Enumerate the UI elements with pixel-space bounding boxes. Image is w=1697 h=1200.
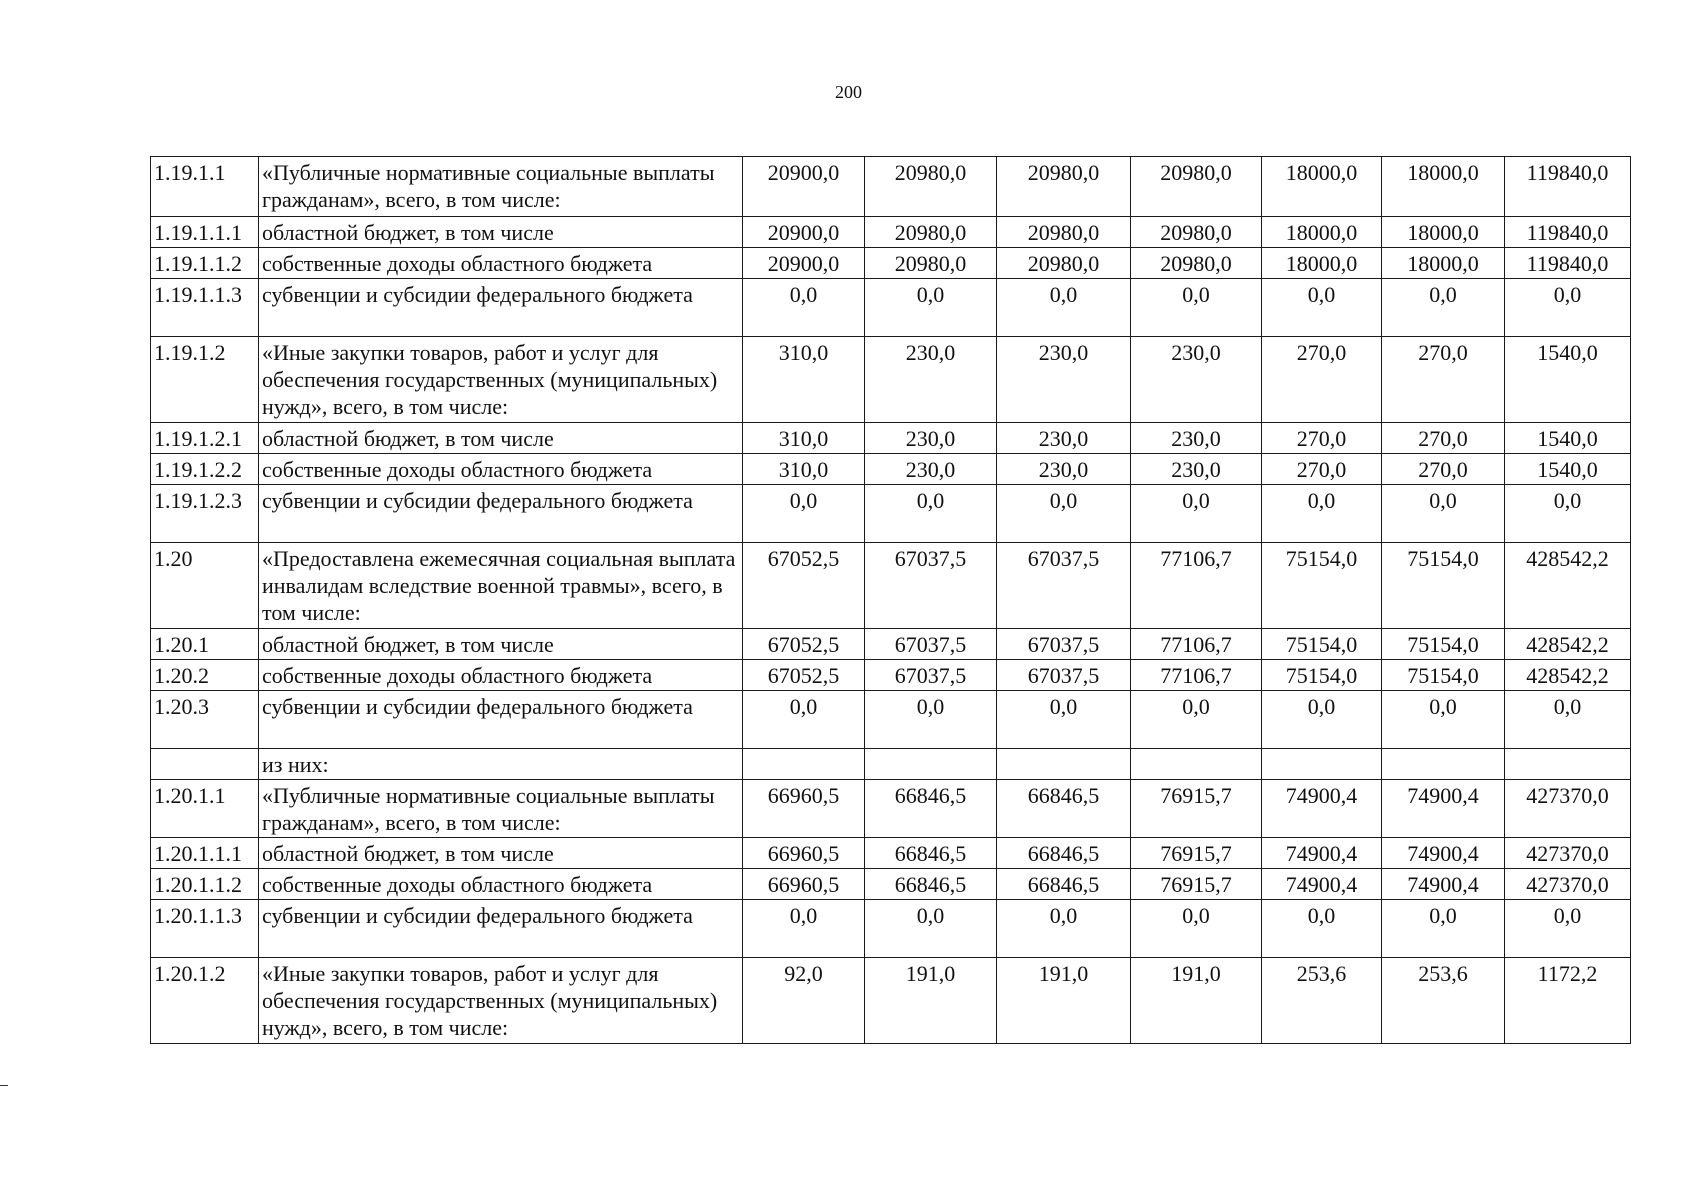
row-code: 1.20.2 xyxy=(151,660,259,691)
value-cell: 67037,5 xyxy=(865,629,997,660)
value-cell: 76915,7 xyxy=(1131,869,1262,900)
value-cell xyxy=(997,749,1131,780)
value-cell: 67037,5 xyxy=(997,660,1131,691)
value-cell: 230,0 xyxy=(1131,454,1262,485)
value-cell: 0,0 xyxy=(1382,279,1505,337)
row-name: собственные доходы областного бюджета xyxy=(259,454,743,485)
row-code: 1.20.1.1 xyxy=(151,780,259,838)
value-cell: 0,0 xyxy=(1262,900,1382,958)
scan-edge-mark xyxy=(0,1085,8,1086)
value-cell: 0,0 xyxy=(1131,279,1262,337)
row-name: из них: xyxy=(259,749,743,780)
table-row xyxy=(151,838,1631,869)
value-cell: 77106,7 xyxy=(1131,543,1262,629)
value-cell: 1540,0 xyxy=(1505,337,1631,423)
row-code: 1.20.1.1.1 xyxy=(151,838,259,869)
value-cell: 20980,0 xyxy=(997,157,1131,217)
value-cell: 20980,0 xyxy=(997,248,1131,279)
table-row xyxy=(151,248,1631,279)
value-cell: 427370,0 xyxy=(1505,869,1631,900)
value-cell: 191,0 xyxy=(865,958,997,1044)
value-cell: 1540,0 xyxy=(1505,454,1631,485)
value-cell: 0,0 xyxy=(1505,900,1631,958)
value-cell: 67037,5 xyxy=(865,543,997,629)
value-cell: 75154,0 xyxy=(1382,660,1505,691)
value-cell: 0,0 xyxy=(743,900,865,958)
table-row xyxy=(151,485,1631,543)
value-cell xyxy=(1262,749,1382,780)
value-cell: 20980,0 xyxy=(997,217,1131,248)
table-body xyxy=(151,157,1631,1044)
value-cell: 191,0 xyxy=(997,958,1131,1044)
value-cell: 0,0 xyxy=(865,900,997,958)
row-name: областной бюджет, в том числе xyxy=(259,217,743,248)
value-cell: 230,0 xyxy=(997,337,1131,423)
value-cell: 77106,7 xyxy=(1131,660,1262,691)
value-cell: 0,0 xyxy=(743,691,865,749)
row-name: субвенции и субсидии федерального бюджета xyxy=(259,900,743,958)
value-cell: 428542,2 xyxy=(1505,660,1631,691)
value-cell: 0,0 xyxy=(1131,691,1262,749)
value-cell: 20980,0 xyxy=(1131,157,1262,217)
table-row xyxy=(151,217,1631,248)
value-cell: 66846,5 xyxy=(997,869,1131,900)
value-cell: 67037,5 xyxy=(997,629,1131,660)
value-cell: 0,0 xyxy=(1382,691,1505,749)
value-cell: 427370,0 xyxy=(1505,838,1631,869)
row-name: субвенции и субсидии федерального бюджета xyxy=(259,485,743,543)
value-cell: 20900,0 xyxy=(743,217,865,248)
row-code: 1.19.1.2.3 xyxy=(151,485,259,543)
value-cell: 270,0 xyxy=(1262,454,1382,485)
table-row xyxy=(151,780,1631,838)
value-cell: 310,0 xyxy=(743,337,865,423)
value-cell xyxy=(865,749,997,780)
value-cell: 0,0 xyxy=(1262,279,1382,337)
value-cell xyxy=(1505,749,1631,780)
value-cell: 230,0 xyxy=(865,337,997,423)
row-code: 1.19.1.2 xyxy=(151,337,259,423)
value-cell: 75154,0 xyxy=(1262,629,1382,660)
value-cell: 18000,0 xyxy=(1382,157,1505,217)
value-cell: 18000,0 xyxy=(1382,248,1505,279)
value-cell: 270,0 xyxy=(1262,423,1382,454)
value-cell: 67052,5 xyxy=(743,660,865,691)
value-cell: 427370,0 xyxy=(1505,780,1631,838)
value-cell: 0,0 xyxy=(997,485,1131,543)
value-cell: 20900,0 xyxy=(743,248,865,279)
row-name: собственные доходы областного бюджета xyxy=(259,248,743,279)
value-cell: 66846,5 xyxy=(865,869,997,900)
value-cell: 18000,0 xyxy=(1262,217,1382,248)
value-cell: 76915,7 xyxy=(1131,780,1262,838)
row-name: областной бюджет, в том числе xyxy=(259,629,743,660)
table-row xyxy=(151,454,1631,485)
value-cell: 119840,0 xyxy=(1505,157,1631,217)
row-code: 1.19.1.1.1 xyxy=(151,217,259,248)
value-cell: 66846,5 xyxy=(865,838,997,869)
value-cell: 310,0 xyxy=(743,423,865,454)
value-cell: 0,0 xyxy=(1131,485,1262,543)
row-code: 1.20.3 xyxy=(151,691,259,749)
value-cell: 0,0 xyxy=(1505,485,1631,543)
value-cell: 119840,0 xyxy=(1505,217,1631,248)
value-cell: 230,0 xyxy=(865,454,997,485)
table-row xyxy=(151,691,1631,749)
value-cell: 75154,0 xyxy=(1382,629,1505,660)
value-cell: 230,0 xyxy=(865,423,997,454)
value-cell: 66846,5 xyxy=(997,780,1131,838)
row-code: 1.19.1.1 xyxy=(151,157,259,217)
value-cell: 119840,0 xyxy=(1505,248,1631,279)
value-cell: 92,0 xyxy=(743,958,865,1044)
table-row xyxy=(151,543,1631,629)
value-cell: 270,0 xyxy=(1382,454,1505,485)
table-row xyxy=(151,337,1631,423)
value-cell: 0,0 xyxy=(865,691,997,749)
value-cell: 66846,5 xyxy=(865,780,997,838)
row-name: «Публичные нормативные социальные выплаты гражданам», всего, в том числе: xyxy=(259,157,743,217)
value-cell: 74900,4 xyxy=(1382,838,1505,869)
value-cell: 66846,5 xyxy=(997,838,1131,869)
value-cell: 77106,7 xyxy=(1131,629,1262,660)
value-cell: 191,0 xyxy=(1131,958,1262,1044)
value-cell: 67052,5 xyxy=(743,543,865,629)
value-cell: 66960,5 xyxy=(743,838,865,869)
value-cell: 0,0 xyxy=(743,279,865,337)
row-name: собственные доходы областного бюджета xyxy=(259,660,743,691)
table-row xyxy=(151,279,1631,337)
row-code xyxy=(151,749,259,780)
value-cell: 230,0 xyxy=(1131,423,1262,454)
value-cell: 0,0 xyxy=(1505,691,1631,749)
value-cell: 1172,2 xyxy=(1505,958,1631,1044)
value-cell: 75154,0 xyxy=(1262,543,1382,629)
value-cell: 20980,0 xyxy=(865,248,997,279)
row-name: собственные доходы областного бюджета xyxy=(259,869,743,900)
value-cell: 0,0 xyxy=(865,279,997,337)
value-cell: 0,0 xyxy=(1382,900,1505,958)
value-cell: 76915,7 xyxy=(1131,838,1262,869)
value-cell: 253,6 xyxy=(1382,958,1505,1044)
value-cell: 20980,0 xyxy=(865,217,997,248)
value-cell: 74900,4 xyxy=(1382,780,1505,838)
table-row xyxy=(151,660,1631,691)
value-cell: 310,0 xyxy=(743,454,865,485)
value-cell: 66960,5 xyxy=(743,780,865,838)
table-row xyxy=(151,900,1631,958)
value-cell: 0,0 xyxy=(997,900,1131,958)
row-code: 1.19.1.1.3 xyxy=(151,279,259,337)
value-cell: 20900,0 xyxy=(743,157,865,217)
value-cell: 18000,0 xyxy=(1262,157,1382,217)
value-cell: 74900,4 xyxy=(1262,780,1382,838)
value-cell: 67052,5 xyxy=(743,629,865,660)
value-cell: 230,0 xyxy=(997,423,1131,454)
table-row xyxy=(151,423,1631,454)
value-cell xyxy=(1382,749,1505,780)
value-cell: 67037,5 xyxy=(997,543,1131,629)
value-cell: 74900,4 xyxy=(1262,838,1382,869)
table-row xyxy=(151,749,1631,780)
value-cell: 0,0 xyxy=(1505,279,1631,337)
row-code: 1.20.1.1.3 xyxy=(151,900,259,958)
value-cell: 18000,0 xyxy=(1382,217,1505,248)
value-cell: 428542,2 xyxy=(1505,543,1631,629)
value-cell: 75154,0 xyxy=(1382,543,1505,629)
budget-table xyxy=(150,156,1631,1044)
value-cell: 74900,4 xyxy=(1262,869,1382,900)
row-code: 1.20.1.1.2 xyxy=(151,869,259,900)
value-cell: 74900,4 xyxy=(1382,869,1505,900)
row-code: 1.20.1 xyxy=(151,629,259,660)
value-cell: 67037,5 xyxy=(865,660,997,691)
row-name: субвенции и субсидии федерального бюджета xyxy=(259,691,743,749)
value-cell: 18000,0 xyxy=(1262,248,1382,279)
value-cell: 0,0 xyxy=(1131,900,1262,958)
row-code: 1.19.1.1.2 xyxy=(151,248,259,279)
value-cell: 66960,5 xyxy=(743,869,865,900)
value-cell: 20980,0 xyxy=(1131,248,1262,279)
row-name: «Иные закупки товаров, работ и услуг для обеспечения государственных (муниципальных) нужд», всего, в том числе: xyxy=(259,337,743,423)
value-cell: 270,0 xyxy=(1382,423,1505,454)
value-cell: 270,0 xyxy=(1382,337,1505,423)
row-code: 1.19.1.2.1 xyxy=(151,423,259,454)
table-row xyxy=(151,157,1631,217)
row-code: 1.20.1.2 xyxy=(151,958,259,1044)
value-cell: 0,0 xyxy=(997,691,1131,749)
row-code: 1.20 xyxy=(151,543,259,629)
table-row xyxy=(151,869,1631,900)
value-cell xyxy=(1131,749,1262,780)
row-name: областной бюджет, в том числе xyxy=(259,423,743,454)
value-cell: 428542,2 xyxy=(1505,629,1631,660)
value-cell: 253,6 xyxy=(1262,958,1382,1044)
row-name: «Публичные нормативные социальные выплаты гражданам», всего, в том числе: xyxy=(259,780,743,838)
row-name: субвенции и субсидии федерального бюджета xyxy=(259,279,743,337)
row-name: «Иные закупки товаров, работ и услуг для обеспечения государственных (муниципальных) нужд», всего, в том числе: xyxy=(259,958,743,1044)
value-cell xyxy=(743,749,865,780)
row-code: 1.19.1.2.2 xyxy=(151,454,259,485)
value-cell: 20980,0 xyxy=(1131,217,1262,248)
value-cell: 0,0 xyxy=(865,485,997,543)
row-name: областной бюджет, в том числе xyxy=(259,838,743,869)
table-row xyxy=(151,629,1631,660)
value-cell: 0,0 xyxy=(1262,691,1382,749)
value-cell: 230,0 xyxy=(1131,337,1262,423)
page-number: 200 xyxy=(835,82,862,102)
value-cell: 0,0 xyxy=(1262,485,1382,543)
value-cell: 20980,0 xyxy=(865,157,997,217)
value-cell: 0,0 xyxy=(743,485,865,543)
table-row xyxy=(151,958,1631,1044)
value-cell: 270,0 xyxy=(1262,337,1382,423)
value-cell: 75154,0 xyxy=(1262,660,1382,691)
value-cell: 230,0 xyxy=(997,454,1131,485)
value-cell: 0,0 xyxy=(1382,485,1505,543)
value-cell: 1540,0 xyxy=(1505,423,1631,454)
row-name: «Предоставлена ежемесячная социальная выплата инвалидам вследствие военной травмы», всего, в том числе: xyxy=(259,543,743,629)
value-cell: 0,0 xyxy=(997,279,1131,337)
